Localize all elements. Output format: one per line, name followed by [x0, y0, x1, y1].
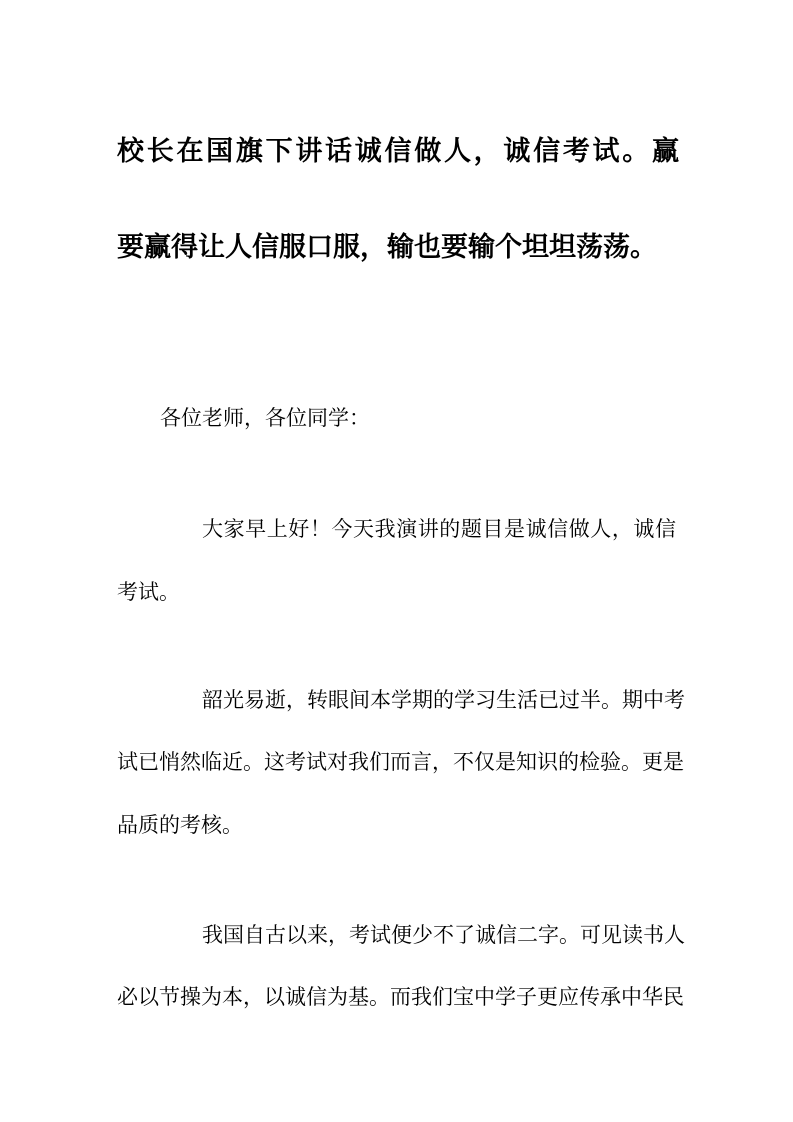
paragraph-3-line-1: 我国自古以来，考试便少不了诚信二字。可见读书人	[202, 923, 685, 947]
paragraph-2-line-1: 韶光易逝，转眼间本学期的学习生活已过半。期中考	[202, 688, 685, 712]
paragraph-1-line-2: 考试。	[117, 580, 180, 604]
salutation: 各位老师，各位同学：	[160, 406, 370, 430]
paragraph-2-line-2: 试已悄然临近。这考试对我们而言，不仅是知识的检验。更是	[117, 750, 684, 774]
paragraph-2-line-3: 品质的考核。	[117, 813, 243, 837]
title-line-1: 校长在国旗下讲话诚信做人，诚信考试。赢	[117, 136, 679, 167]
title-line-2: 要赢得让人信服口服，输也要输个坦坦荡荡。	[117, 232, 657, 263]
paragraph-1-line-1: 大家早上好！今天我演讲的题目是诚信做人，诚信	[202, 517, 676, 541]
paragraph-3-line-2: 必以节操为本，以诚信为基。而我们宝中学子更应传承中华民	[117, 985, 684, 1009]
